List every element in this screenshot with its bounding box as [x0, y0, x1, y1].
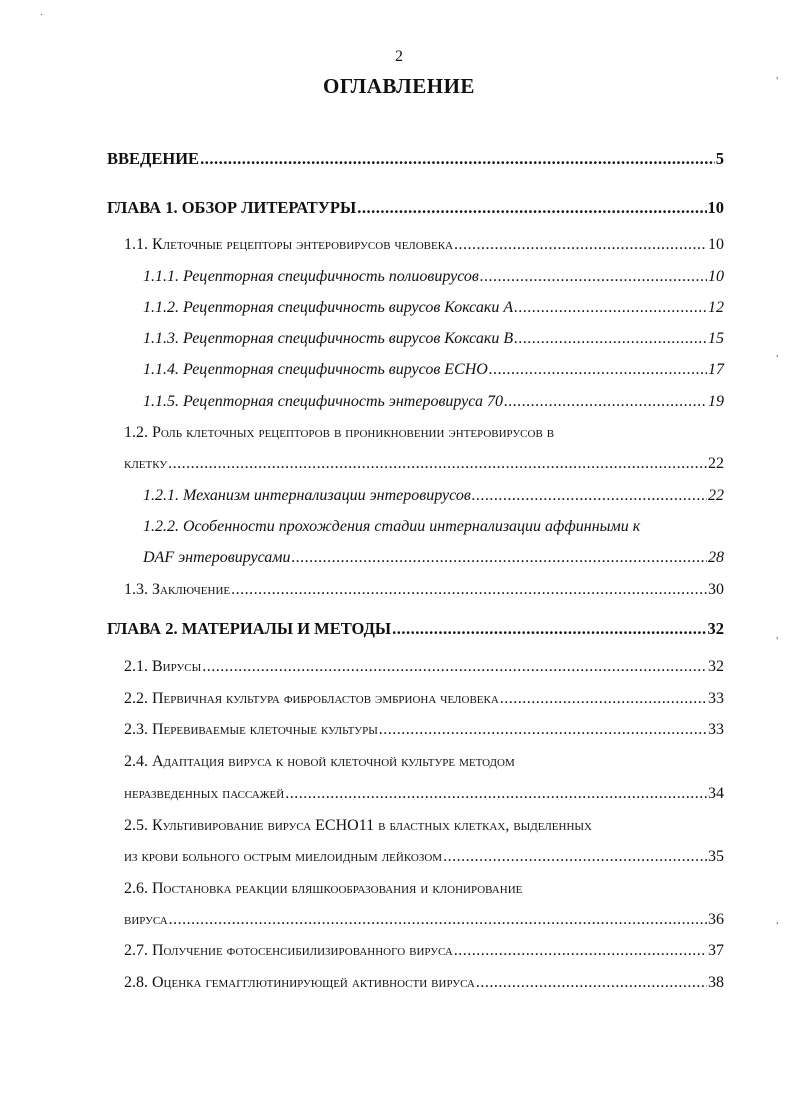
toc-entry-label: 2.3. Перевиваемые клеточные культуры — [124, 721, 378, 738]
toc-entry-1-2-2[interactable] — [143, 548, 724, 568]
dot-leader — [480, 267, 707, 287]
dot-leader — [500, 689, 707, 709]
toc-entry-1-2[interactable] — [124, 454, 724, 474]
toc-entry-1-2-line1[interactable]: 1.2. Роль клеточных рецепторов в проникновении энтеровирусов в — [124, 424, 555, 441]
toc-entry-2-5[interactable] — [124, 847, 724, 867]
toc-entry-1-1-3[interactable] — [143, 329, 724, 349]
toc-entry-label: 1.1.3. Рецепторная специфичность вирусов Коксаки В — [143, 330, 514, 347]
toc-entry-intro[interactable] — [107, 149, 724, 169]
dot-leader — [514, 298, 707, 318]
toc-entry-2-4[interactable] — [124, 784, 724, 804]
toc-entry-2-4-line1[interactable]: 2.4. Адаптация вируса к новой клеточной культуре методом — [124, 753, 515, 770]
toc-entry-label: ВВЕДЕНИЕ — [107, 149, 200, 168]
toc-entry-label: вируса — [124, 911, 168, 928]
toc-entry-2-1[interactable] — [124, 657, 724, 677]
dot-leader — [202, 657, 707, 677]
toc-entry-chapter-2[interactable] — [107, 619, 724, 639]
toc-entry-label: ГЛАВА 2. МАТЕРИАЛЫ И МЕТОДЫ — [107, 619, 392, 638]
toc-entry-label: 1.2.1. Механизм интернализации энтеровирусов — [143, 487, 471, 504]
toc-entry-label: неразведенных пассажей — [124, 785, 285, 802]
toc-entry-page: 15 — [708, 330, 724, 347]
toc-entry-label: клетку — [124, 455, 168, 472]
toc-entry-1-2-1[interactable] — [143, 486, 724, 506]
toc-entry-label: 1.1.1. Рецепторная специфичность полиовирусов — [143, 268, 479, 285]
toc-entry-page: 5 — [715, 149, 724, 168]
dot-leader — [489, 360, 707, 380]
page-number: 2 — [395, 48, 403, 65]
toc-entry-2-2[interactable] — [124, 689, 724, 709]
scan-mark: , — [776, 70, 779, 81]
toc-entry-2-3[interactable] — [124, 720, 724, 740]
toc-entry-2-7[interactable] — [124, 941, 724, 961]
scan-mark: , — [776, 915, 779, 926]
toc-entry-label: 1.3. Заключение — [124, 581, 231, 598]
toc-entry-page: 35 — [708, 848, 724, 865]
dot-leader — [379, 720, 707, 740]
toc-entry-page: 32 — [708, 658, 724, 675]
toc-entry-label: 1.1.4. Рецепторная специфичность вирусов ЕСНО — [143, 361, 488, 378]
toc-entry-1-1[interactable] — [124, 235, 724, 255]
scan-mark: , — [776, 630, 779, 641]
toc-entry-page: 17 — [708, 361, 724, 378]
dot-leader — [504, 392, 707, 412]
toc-entry-page: 22 — [708, 487, 724, 504]
toc-entry-label: DAF энтеровирусами — [143, 549, 291, 566]
dot-leader — [169, 910, 707, 930]
toc-entry-label: 1.1.2. Рецепторная специфичность вирусов Коксаки А — [143, 299, 514, 316]
toc-entry-page: 10 — [708, 268, 724, 285]
toc-entry-1-1-5[interactable] — [143, 392, 724, 412]
dot-leader — [285, 784, 707, 804]
toc-entry-chapter-1[interactable] — [107, 198, 724, 218]
toc-entry-1-2-2-line1[interactable]: 1.2.2. Особенности прохождения стадии интернализации аффинными к — [143, 518, 641, 535]
toc-entry-label: ГЛАВА 1. ОБЗОР ЛИТЕРАТУРЫ — [107, 198, 357, 217]
toc-entry-page: 38 — [708, 974, 724, 991]
toc-entry-label: 1.1.5. Рецепторная специфичность энтеровируса 70 — [143, 393, 503, 410]
scan-mark: · — [40, 10, 44, 21]
dot-leader — [454, 941, 707, 961]
toc-entry-1-1-4[interactable] — [143, 360, 724, 380]
toc-entry-page: 33 — [708, 721, 724, 738]
dot-leader — [168, 454, 707, 474]
toc-entry-page: 10 — [708, 236, 724, 253]
toc-entry-page: 36 — [708, 911, 724, 928]
toc-entry-label: 2.7. Получение фотосенсибилизированного вируса — [124, 942, 453, 959]
scan-mark: , — [776, 348, 779, 359]
dot-leader — [472, 486, 707, 506]
toc-entry-page: 10 — [707, 198, 724, 217]
dot-leader — [514, 329, 707, 349]
dot-leader — [454, 235, 707, 255]
dot-leader — [443, 847, 707, 867]
toc-entry-label: 2.2. Первичная культура фибробластов эмбриона человека — [124, 690, 499, 707]
toc-entry-2-5-line1[interactable]: 2.5. Культивирование вируса ЕСНО11 в бластных клетках, выделенных — [124, 817, 592, 834]
toc-entry-label: из крови больного острым миелоидным лейкозом — [124, 848, 443, 865]
dot-leader — [476, 973, 707, 993]
dot-leader — [200, 149, 715, 169]
toc-entry-page: 32 — [707, 619, 724, 638]
toc-entry-page: 33 — [708, 690, 724, 707]
toc-entry-2-8[interactable] — [124, 973, 724, 993]
toc-entry-1-1-1[interactable] — [143, 267, 724, 287]
toc-entry-1-3[interactable] — [124, 580, 724, 600]
toc-entry-page: 34 — [708, 785, 724, 802]
dot-leader — [291, 548, 707, 568]
toc-entry-1-1-2[interactable] — [143, 298, 724, 318]
toc-entry-label: 2.1. Вирусы — [124, 658, 202, 675]
dot-leader — [392, 619, 706, 639]
toc-entry-2-6[interactable] — [124, 910, 724, 930]
toc-entry-page: 19 — [708, 393, 724, 410]
toc-entry-page: 30 — [708, 581, 724, 598]
toc-entry-2-6-line1[interactable]: 2.6. Постановка реакции бляшкообразования и клонирование — [124, 880, 523, 897]
toc-entry-page: 37 — [708, 942, 724, 959]
toc-entry-page: 22 — [708, 455, 724, 472]
toc-entry-label: 2.8. Оценка гемагглютинирующей активности вируса — [124, 974, 475, 991]
toc-entry-page: 12 — [708, 299, 724, 316]
toc-entry-page: 28 — [708, 549, 724, 566]
dot-leader — [231, 580, 707, 600]
page-title: ОГЛАВЛЕНИЕ — [323, 74, 475, 98]
toc-entry-label: 1.1. Клеточные рецепторы энтеровирусов человека — [124, 236, 454, 253]
dot-leader — [357, 198, 706, 218]
